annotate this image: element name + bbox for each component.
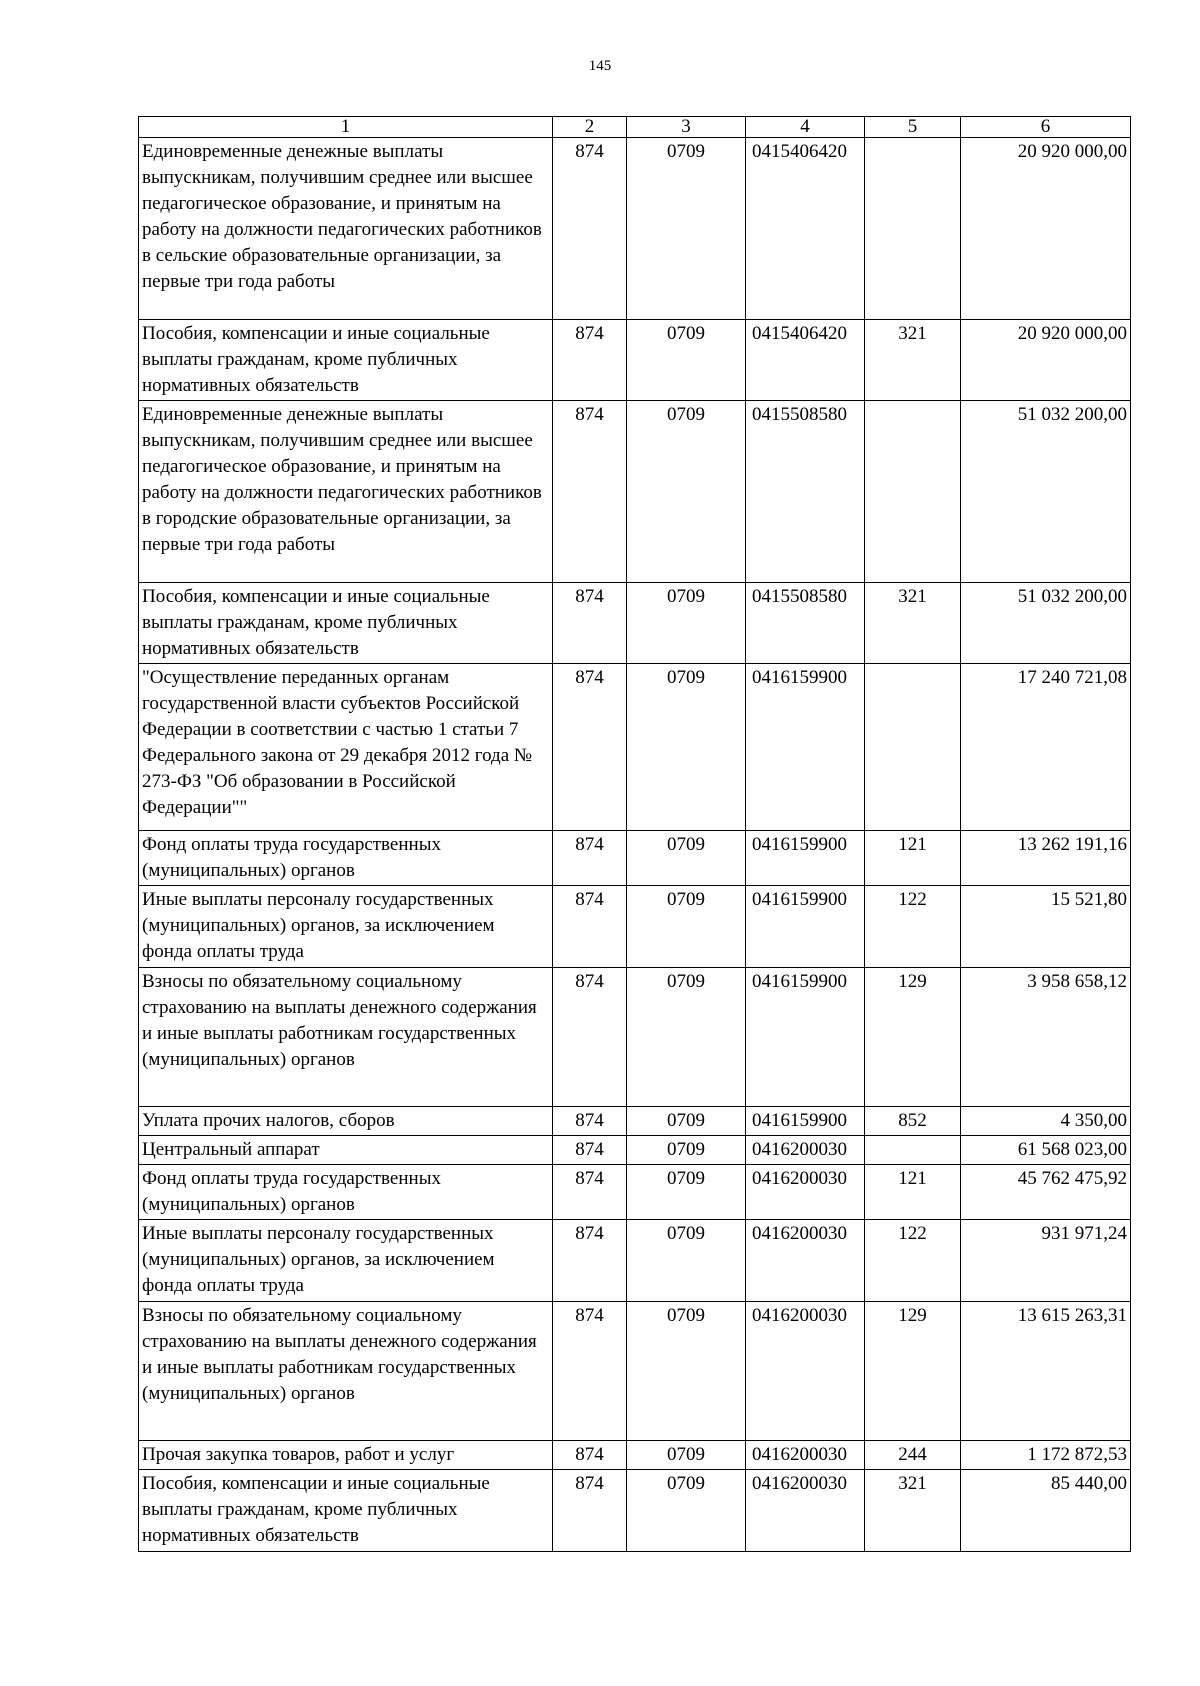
row-target: 0416159900: [746, 664, 865, 831]
row-grbs: 874: [553, 664, 627, 831]
row-section: 0709: [627, 1302, 746, 1441]
row-name: Иные выплаты персоналу государственных (муниципальных) органов, за исключением фонда оплаты труда: [139, 886, 553, 968]
row-expense-type: 244: [865, 1441, 961, 1470]
row-target: 0416200030: [746, 1220, 865, 1302]
header-col-2: 2: [553, 117, 627, 138]
row-name: Прочая закупка товаров, работ и услуг: [139, 1441, 553, 1470]
row-grbs: 874: [553, 1136, 627, 1165]
row-name: Взносы по обязательному социальному страхованию на выплаты денежного содержания и иные выплаты работникам государственных (муниципальных) органов: [139, 968, 553, 1107]
row-target: 0416159900: [746, 968, 865, 1107]
row-name: Фонд оплаты труда государственных (муниципальных) органов: [139, 1165, 553, 1220]
row-grbs: 874: [553, 1302, 627, 1441]
row-target: 0416159900: [746, 1107, 865, 1136]
row-expense-type: 129: [865, 968, 961, 1107]
row-expense-type: [865, 138, 961, 320]
row-grbs: 874: [553, 138, 627, 320]
row-target: 0416200030: [746, 1165, 865, 1220]
row-section: 0709: [627, 1165, 746, 1220]
header-col-5: 5: [865, 117, 961, 138]
budget-table: [138, 116, 1131, 1552]
row-name: Единовременные денежные выплаты выпускникам, получившим среднее или высшее педагогическое образование, и принятым на работу на должности педагогических работников в сельские образовательные организации, за первые три года работы: [139, 138, 553, 320]
row-expense-type: 122: [865, 886, 961, 968]
row-target: 0416200030: [746, 1470, 865, 1552]
row-section: 0709: [627, 320, 746, 401]
row-section: 0709: [627, 664, 746, 831]
row-grbs: 874: [553, 1441, 627, 1470]
row-amount: 3 958 658,12: [961, 968, 1131, 1107]
row-section: 0709: [627, 968, 746, 1107]
row-amount: 931 971,24: [961, 1220, 1131, 1302]
row-target: 0415508580: [746, 583, 865, 664]
row-amount: 15 521,80: [961, 886, 1131, 968]
row-section: 0709: [627, 1470, 746, 1552]
table-row: [139, 1220, 1131, 1302]
row-expense-type: [865, 1136, 961, 1165]
row-name: Пособия, компенсации и иные социальные выплаты гражданам, кроме публичных нормативных обязательств: [139, 1470, 553, 1552]
row-amount: 20 920 000,00: [961, 138, 1131, 320]
row-grbs: 874: [553, 320, 627, 401]
row-target: 0415406420: [746, 320, 865, 401]
table-row: [139, 1470, 1131, 1552]
row-section: 0709: [627, 1107, 746, 1136]
row-name: Иные выплаты персоналу государственных (муниципальных) органов, за исключением фонда оплаты труда: [139, 1220, 553, 1302]
row-name: Центральный аппарат: [139, 1136, 553, 1165]
row-name: Единовременные денежные выплаты выпускникам, получившим среднее или высшее педагогическое образование, и принятым на работу на должности педагогических работников в городские образовательные организации, за первые три года работы: [139, 401, 553, 583]
row-amount: 51 032 200,00: [961, 583, 1131, 664]
table-row: [139, 320, 1131, 401]
row-amount: 13 615 263,31: [961, 1302, 1131, 1441]
row-expense-type: [865, 401, 961, 583]
header-col-4: 4: [746, 117, 865, 138]
table-row: [139, 1302, 1131, 1441]
row-target: 0415508580: [746, 401, 865, 583]
row-amount: 51 032 200,00: [961, 401, 1131, 583]
row-target: 0416159900: [746, 831, 865, 886]
row-expense-type: 121: [865, 1165, 961, 1220]
row-name: Пособия, компенсации и иные социальные выплаты гражданам, кроме публичных нормативных обязательств: [139, 583, 553, 664]
table-row: [139, 1441, 1131, 1470]
row-expense-type: 129: [865, 1302, 961, 1441]
row-grbs: 874: [553, 1107, 627, 1136]
table-row: [139, 138, 1131, 320]
row-section: 0709: [627, 1220, 746, 1302]
row-grbs: 874: [553, 1165, 627, 1220]
row-expense-type: 321: [865, 320, 961, 401]
row-name: Фонд оплаты труда государственных (муниципальных) органов: [139, 831, 553, 886]
row-amount: 1 172 872,53: [961, 1441, 1131, 1470]
row-expense-type: 852: [865, 1107, 961, 1136]
row-expense-type: 121: [865, 831, 961, 886]
table-row: [139, 664, 1131, 831]
row-grbs: 874: [553, 831, 627, 886]
row-section: 0709: [627, 1136, 746, 1165]
row-target: 0416200030: [746, 1302, 865, 1441]
header-col-3: 3: [627, 117, 746, 138]
row-amount: 4 350,00: [961, 1107, 1131, 1136]
row-section: 0709: [627, 831, 746, 886]
row-amount: 61 568 023,00: [961, 1136, 1131, 1165]
page-number: 145: [588, 58, 612, 74]
header-col-1: 1: [139, 117, 553, 138]
row-name: Уплата прочих налогов, сборов: [139, 1107, 553, 1136]
row-target: 0416159900: [746, 886, 865, 968]
table-row: [139, 886, 1131, 968]
table-row: [139, 831, 1131, 886]
row-grbs: 874: [553, 1470, 627, 1552]
row-grbs: 874: [553, 583, 627, 664]
header-row: [139, 117, 1131, 138]
row-amount: 45 762 475,92: [961, 1165, 1131, 1220]
table-row: [139, 401, 1131, 583]
row-name: "Осуществление переданных органам государственной власти субъектов Российской Федерации в соответствии с частью 1 статьи 7 Федерального закона от 29 декабря 2012 года № 273-ФЗ "Об образовании в Российской Федерации"": [139, 664, 553, 831]
row-name: Пособия, компенсации и иные социальные выплаты гражданам, кроме публичных нормативных обязательств: [139, 320, 553, 401]
row-amount: 85 440,00: [961, 1470, 1131, 1552]
row-amount: 20 920 000,00: [961, 320, 1131, 401]
row-grbs: 874: [553, 1220, 627, 1302]
table-row: [139, 583, 1131, 664]
row-amount: 13 262 191,16: [961, 831, 1131, 886]
row-section: 0709: [627, 401, 746, 583]
row-expense-type: 321: [865, 1470, 961, 1552]
row-grbs: 874: [553, 968, 627, 1107]
table-row: [139, 1107, 1131, 1136]
row-name: Взносы по обязательному социальному страхованию на выплаты денежного содержания и иные выплаты работникам государственных (муниципальных) органов: [139, 1302, 553, 1441]
header-col-6: 6: [961, 117, 1131, 138]
row-expense-type: 321: [865, 583, 961, 664]
row-expense-type: 122: [865, 1220, 961, 1302]
row-section: 0709: [627, 583, 746, 664]
row-section: 0709: [627, 1441, 746, 1470]
table-row: [139, 1136, 1131, 1165]
table-row: [139, 1165, 1131, 1220]
row-target: 0416200030: [746, 1441, 865, 1470]
row-section: 0709: [627, 886, 746, 968]
row-target: 0416200030: [746, 1136, 865, 1165]
row-grbs: 874: [553, 886, 627, 968]
row-expense-type: [865, 664, 961, 831]
row-target: 0415406420: [746, 138, 865, 320]
row-grbs: 874: [553, 401, 627, 583]
table-row: [139, 968, 1131, 1107]
row-section: 0709: [627, 138, 746, 320]
row-amount: 17 240 721,08: [961, 664, 1131, 831]
